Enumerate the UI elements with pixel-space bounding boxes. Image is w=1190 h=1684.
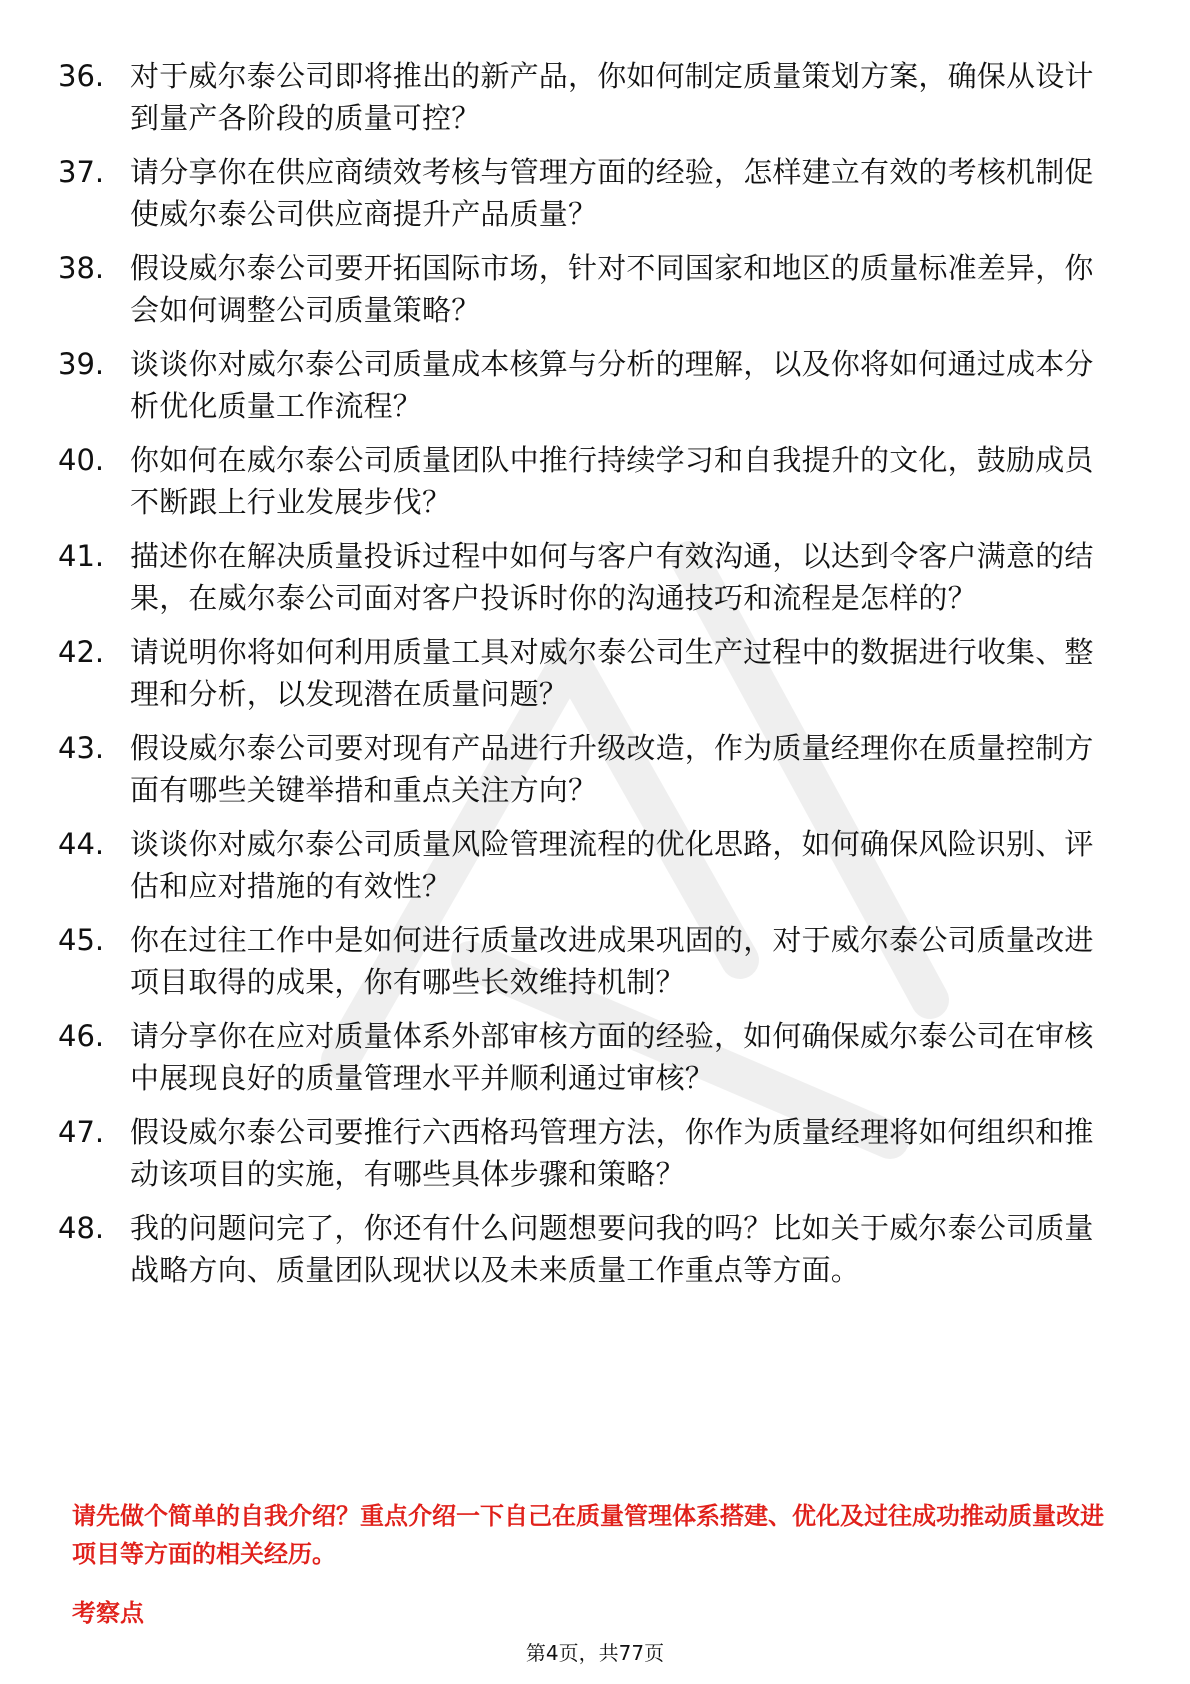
question-list — [58, 55, 1118, 1303]
question-number: 42. — [58, 635, 105, 669]
list-item — [58, 727, 1118, 811]
question-text: 对于威尔泰公司即将推出的新产品，你如何制定质量策划方案，确保从设计到量产各阶段的质量可控？ — [130, 59, 1094, 135]
list-item — [58, 535, 1118, 619]
list-item — [58, 631, 1118, 715]
question-number: 36. — [58, 59, 105, 93]
question-text: 你如何在威尔泰公司质量团队中推行持续学习和自我提升的文化，鼓励成员不断跟上行业发展步伐？ — [130, 443, 1094, 519]
question-number: 43. — [58, 731, 105, 765]
list-item — [58, 1111, 1118, 1195]
highlight-question: 请先做个简单的自我介绍？重点介绍一下自己在质量管理体系搭建、优化及过往成功推动质量改进项目等方面的相关经历。 — [72, 1502, 1104, 1568]
question-number: 39. — [58, 347, 105, 381]
list-item — [58, 247, 1118, 331]
list-item — [58, 151, 1118, 235]
question-text: 谈谈你对威尔泰公司质量成本核算与分析的理解，以及你将如何通过成本分析优化质量工作流程？ — [130, 347, 1094, 423]
question-number: 41. — [58, 539, 105, 573]
question-text: 请说明你将如何利用质量工具对威尔泰公司生产过程中的数据进行收集、整理和分析，以发现潜在质量问题？ — [130, 635, 1094, 711]
list-item — [58, 343, 1118, 427]
list-item — [58, 55, 1118, 139]
list-item — [58, 439, 1118, 523]
list-item — [58, 823, 1118, 907]
question-text: 你在过往工作中是如何进行质量改进成果巩固的，对于威尔泰公司质量改进项目取得的成果，你有哪些长效维持机制？ — [130, 923, 1094, 999]
question-text: 描述你在解决质量投诉过程中如何与客户有效沟通，以达到令客户满意的结果，在威尔泰公司面对客户投诉时你的沟通技巧和流程是怎样的？ — [130, 539, 1094, 615]
list-item — [58, 919, 1118, 1003]
question-text: 谈谈你对威尔泰公司质量风险管理流程的优化思路，如何确保风险识别、评估和应对措施的有效性？ — [130, 827, 1094, 903]
question-number: 37. — [58, 155, 105, 189]
question-text: 假设威尔泰公司要对现有产品进行升级改造，作为质量经理你在质量控制方面有哪些关键举措和重点关注方向？ — [130, 731, 1094, 807]
question-number: 46. — [58, 1019, 105, 1053]
question-text: 假设威尔泰公司要开拓国际市场，针对不同国家和地区的质量标准差异，你会如何调整公司质量策略？ — [130, 251, 1094, 327]
section-heading: 考察点 — [72, 1599, 144, 1627]
list-item — [58, 1015, 1118, 1099]
question-text: 假设威尔泰公司要推行六西格玛管理方法，你作为质量经理将如何组织和推动该项目的实施，有哪些具体步骤和策略？ — [130, 1115, 1094, 1191]
list-item — [58, 1207, 1118, 1291]
question-number: 44. — [58, 827, 105, 861]
question-number: 48. — [58, 1211, 105, 1245]
page-footer: 第4页，共77页 — [525, 1641, 665, 1665]
question-number: 40. — [58, 443, 105, 477]
question-text: 请分享你在供应商绩效考核与管理方面的经验，怎样建立有效的考核机制促使威尔泰公司供应商提升产品质量？ — [130, 155, 1094, 231]
question-number: 38. — [58, 251, 105, 285]
question-number: 47. — [58, 1115, 105, 1149]
question-text: 我的问题问完了，你还有什么问题想要问我的吗？比如关于威尔泰公司质量战略方向、质量团队现状以及未来质量工作重点等方面。 — [130, 1211, 1094, 1287]
question-text: 请分享你在应对质量体系外部审核方面的经验，如何确保威尔泰公司在审核中展现良好的质量管理水平并顺利通过审核？ — [130, 1019, 1094, 1095]
question-number: 45. — [58, 923, 105, 957]
